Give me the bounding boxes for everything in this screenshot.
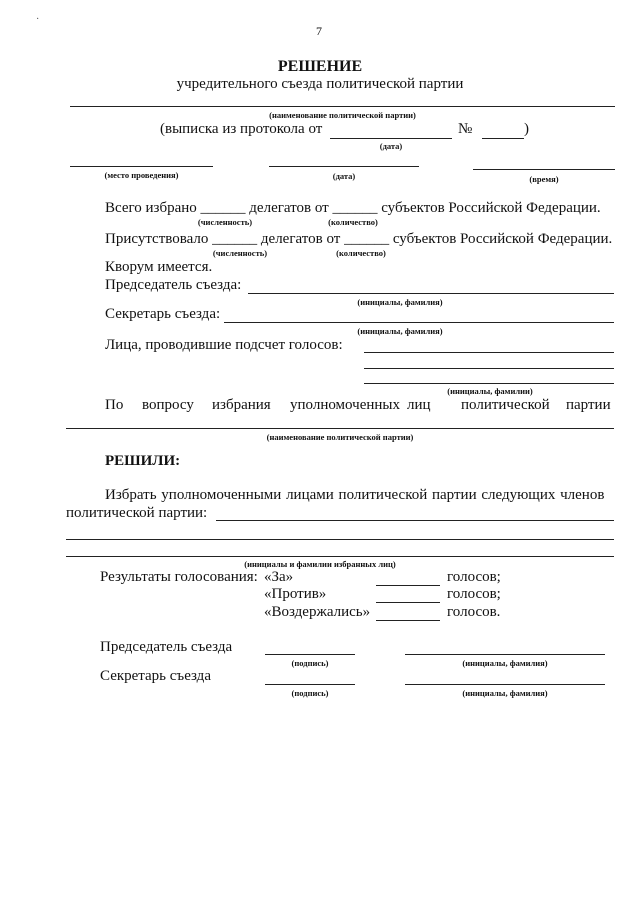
elected-names-caption: (инициалы и фамилии избранных лиц) xyxy=(244,559,396,569)
elected-quantity-caption: (количество) xyxy=(328,217,378,227)
party-name-line[interactable] xyxy=(70,106,615,107)
extract-date-caption: (дата) xyxy=(379,141,403,151)
vote-against-line[interactable] xyxy=(376,602,440,603)
chairman-signature-caption: (подпись) xyxy=(291,658,329,668)
vote-for-unit: голосов; xyxy=(447,569,501,585)
elected-names-line-3[interactable] xyxy=(66,556,614,557)
chairman-caption: (инициалы, фамилия) xyxy=(357,297,443,307)
resolved-heading: РЕШИЛИ: xyxy=(105,453,181,469)
counters-line-1[interactable] xyxy=(364,352,614,353)
secretary-caption: (инициалы, фамилия) xyxy=(357,326,443,336)
counters-line-3[interactable] xyxy=(364,383,614,384)
scan-mark: · xyxy=(36,14,40,25)
chairman-label: Председатель съезда: xyxy=(105,277,242,293)
number-sign: № xyxy=(458,121,473,137)
secretary-signature-label: Секретарь съезда xyxy=(100,668,211,684)
voting-label: Результаты голосования: xyxy=(100,569,258,585)
vote-for-label: «За» xyxy=(264,569,294,585)
question-word-5: лиц xyxy=(407,397,431,413)
chairman-signature-label: Председатель съезда xyxy=(100,639,233,655)
vote-against-label: «Против» xyxy=(264,586,327,602)
decision-line-2: политической партии: xyxy=(66,505,208,521)
secretary-signature-caption: (подпись) xyxy=(291,688,329,698)
party-name-caption: (наименование политической партии) xyxy=(269,110,416,120)
extract-number-line[interactable] xyxy=(482,138,524,139)
date-caption: (дата) xyxy=(332,171,356,181)
present-count-caption: (численность) xyxy=(212,248,268,258)
secretary-name-line[interactable] xyxy=(405,684,605,685)
question-word-1: По xyxy=(105,397,124,413)
elected-count-caption: (численность) xyxy=(197,217,253,227)
vote-against-unit: голосов; xyxy=(447,586,501,602)
present-quantity-caption: (количество) xyxy=(336,248,386,258)
question-word-6: политической xyxy=(461,397,550,413)
place-line[interactable] xyxy=(70,166,213,167)
question-party-caption: (наименование политической партии) xyxy=(266,432,414,442)
elected-names-line-2[interactable] xyxy=(66,539,614,540)
counters-line-2[interactable] xyxy=(364,368,614,369)
document-title: РЕШЕНИЕ xyxy=(277,58,363,75)
elected-text: Всего избрано ______ делегатов от ______ субъектов Российской Федерации. xyxy=(105,200,601,216)
secretary-label: Секретарь съезда: xyxy=(105,306,221,322)
question-word-3: избрания xyxy=(212,397,271,413)
page-number: 7 xyxy=(316,24,322,38)
vote-abstained-unit: голосов. xyxy=(447,604,501,620)
question-word-4: уполномоченных xyxy=(290,397,400,413)
decision-line-1: Избрать уполномоченными лицами политической партии следующих членов xyxy=(105,487,605,503)
date-line[interactable] xyxy=(269,166,419,167)
extract-suffix: ) xyxy=(524,121,529,137)
time-line[interactable] xyxy=(473,169,615,170)
secretary-name-caption: (инициалы, фамилия) xyxy=(462,688,548,698)
secretary-line[interactable] xyxy=(224,322,614,323)
counters-caption: (инициалы, фамилии) xyxy=(447,386,533,396)
chairman-signature-line[interactable] xyxy=(265,654,355,655)
vote-for-line[interactable] xyxy=(376,585,440,586)
chairman-line[interactable] xyxy=(248,293,614,294)
present-text: Присутствовало ______ делегатов от ______ субъектов Российской Федерации. xyxy=(105,231,613,247)
vote-abstained-label: «Воздержались» xyxy=(264,604,371,620)
time-caption: (время) xyxy=(529,174,559,184)
quorum-text: Кворум имеется. xyxy=(105,259,213,275)
extract-prefix: (выписка из протокола от xyxy=(160,121,323,137)
chairman-name-caption: (инициалы, фамилия) xyxy=(462,658,548,668)
question-word-2: вопросу xyxy=(142,397,194,413)
question-party-line[interactable] xyxy=(66,428,614,429)
secretary-signature-line[interactable] xyxy=(265,684,355,685)
counters-label: Лица, проводившие подсчет голосов: xyxy=(105,337,343,353)
document-subtitle: учредительного съезда политической партии xyxy=(176,76,464,92)
vote-abstained-line[interactable] xyxy=(376,620,440,621)
question-word-7: партии xyxy=(566,397,611,413)
chairman-name-line[interactable] xyxy=(405,654,605,655)
elected-names-line-1[interactable] xyxy=(216,520,614,521)
place-caption: (место проведения) xyxy=(104,170,179,180)
extract-date-line[interactable] xyxy=(330,138,452,139)
